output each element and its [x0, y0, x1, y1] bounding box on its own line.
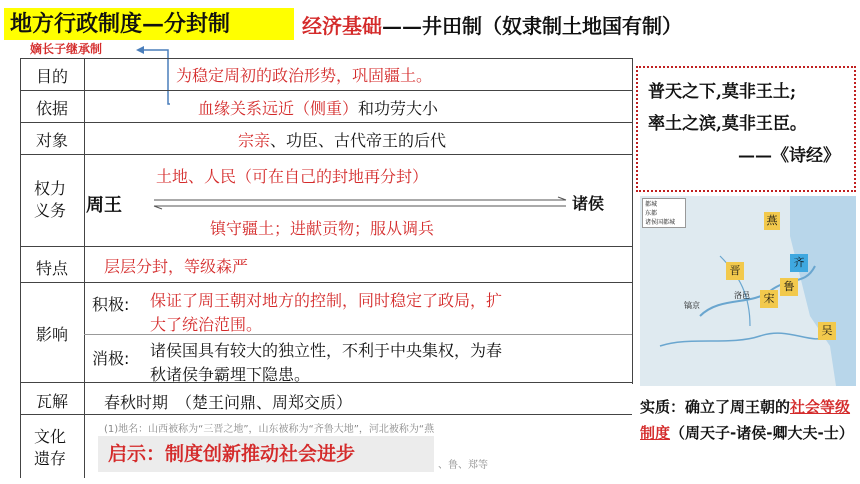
- zhou-fiefdom-map: [640, 196, 856, 386]
- primogeniture-label: 嫡长子继承制: [30, 42, 103, 56]
- city-haojing: 镐京: [684, 301, 700, 310]
- row-label-purpose: 目的: [35, 67, 68, 86]
- target-value-rest: 、功臣、古代帝王的后代: [270, 131, 447, 150]
- impact-negative-line1: 诸侯国具有较大的独立性，不利于中央集权，为春: [150, 341, 503, 360]
- column-divider: [84, 58, 85, 478]
- culture-faded-line1: (1)地名：山西被称为“三晋之地”，山东被称为“齐鲁大地”，河北被称为“燕: [104, 424, 435, 435]
- row-label-collapse: 瓦解: [35, 392, 68, 411]
- legend-item: 诸侯国都城: [645, 219, 676, 226]
- row-label-impact: 影响: [35, 325, 68, 344]
- row-label-rights: 权力义务: [33, 179, 66, 220]
- essence-suffix: （周天子-诸侯-卿大夫-士）: [670, 424, 854, 442]
- impact-positive-line2: 大了统治范围。: [150, 315, 263, 334]
- legend-item: 东都: [645, 210, 658, 217]
- king-label: 周王: [86, 195, 122, 216]
- basis-value: [198, 96, 438, 119]
- state-lu: 鲁: [780, 278, 798, 296]
- row-label-culture: 文化遗存: [33, 427, 66, 468]
- culture-faded-line2: 、鲁、郑等: [438, 460, 488, 471]
- row-divider: [20, 382, 632, 383]
- row-divider: [20, 122, 632, 123]
- row-label-feature: 特点: [35, 259, 68, 278]
- impact-negative-label: 消极:: [92, 349, 130, 368]
- hint-text: 启示：制度创新推动社会进步: [108, 443, 356, 465]
- state-wu: 吴: [818, 322, 836, 340]
- rights-top-value: 土地、人民（可在自己的封地再分封）: [156, 167, 429, 186]
- econ-rest: ——井田制（奴隶制土地国有制）: [382, 14, 682, 38]
- purpose-value: 为稳定周初的政治形势，巩固疆土。: [176, 66, 433, 85]
- primogeniture-arrow: [0, 0, 300, 110]
- economic-basis-title: [302, 10, 682, 39]
- table-border-top: [20, 58, 632, 59]
- rights-double-arrow: [150, 196, 570, 210]
- collapse-value: 春秋时期 （楚王问鼎、周郑交质）: [104, 393, 353, 412]
- row-divider: [20, 282, 632, 283]
- feature-value: 层层分封，等级森严: [104, 257, 249, 276]
- page-title: 地方行政制度—分封制: [4, 8, 294, 40]
- legend-item: 都城: [645, 201, 658, 208]
- row-divider: [20, 90, 632, 91]
- poem-quote-box: [636, 66, 856, 192]
- state-song: 宋: [760, 290, 778, 308]
- hint-box: [98, 436, 434, 472]
- impact-positive-line1: 保证了周王朝对地方的控制，同时稳定了政局，扩: [150, 291, 503, 310]
- econ-prefix: 经济基础: [302, 14, 382, 38]
- city-luoyi: 洛邑: [734, 291, 750, 300]
- table-border-left: [20, 58, 21, 478]
- essence-text: [640, 394, 858, 446]
- table-border-right: [632, 58, 633, 384]
- basis-value-rest: 和功劳大小: [358, 99, 439, 118]
- target-value: [238, 128, 446, 151]
- row-divider: [20, 154, 632, 155]
- impact-positive-label: 积极:: [92, 295, 130, 314]
- target-value-red: 宗亲: [238, 131, 271, 150]
- row-label-target: 对象: [35, 131, 68, 150]
- impact-negative-line2: 秋诸侯争霸埋下隐患。: [150, 365, 311, 384]
- quote-line-2: 率土之滨,莫非王臣。: [648, 114, 807, 134]
- lords-label: 诸侯: [572, 194, 605, 213]
- row-divider: [20, 414, 632, 415]
- state-jin: 晋: [726, 262, 744, 280]
- quote-line-1: 普天之下,莫非王土;: [648, 82, 797, 102]
- state-yan: 燕: [764, 212, 780, 230]
- basis-value-red: 血缘关系远近（侧重）: [198, 99, 359, 118]
- row-divider: [20, 246, 632, 247]
- state-qi: 齐: [790, 254, 808, 272]
- map-legend: [642, 198, 686, 228]
- essence-prefix: 实质：确立了周王朝的: [640, 398, 791, 416]
- row-label-basis: 依据: [35, 99, 68, 118]
- rights-bottom-value: 镇守疆土；进献贡物；服从调兵: [210, 219, 435, 238]
- essence-red: 社会等级制度: [640, 398, 851, 442]
- quote-source: ——《诗经》: [738, 146, 840, 166]
